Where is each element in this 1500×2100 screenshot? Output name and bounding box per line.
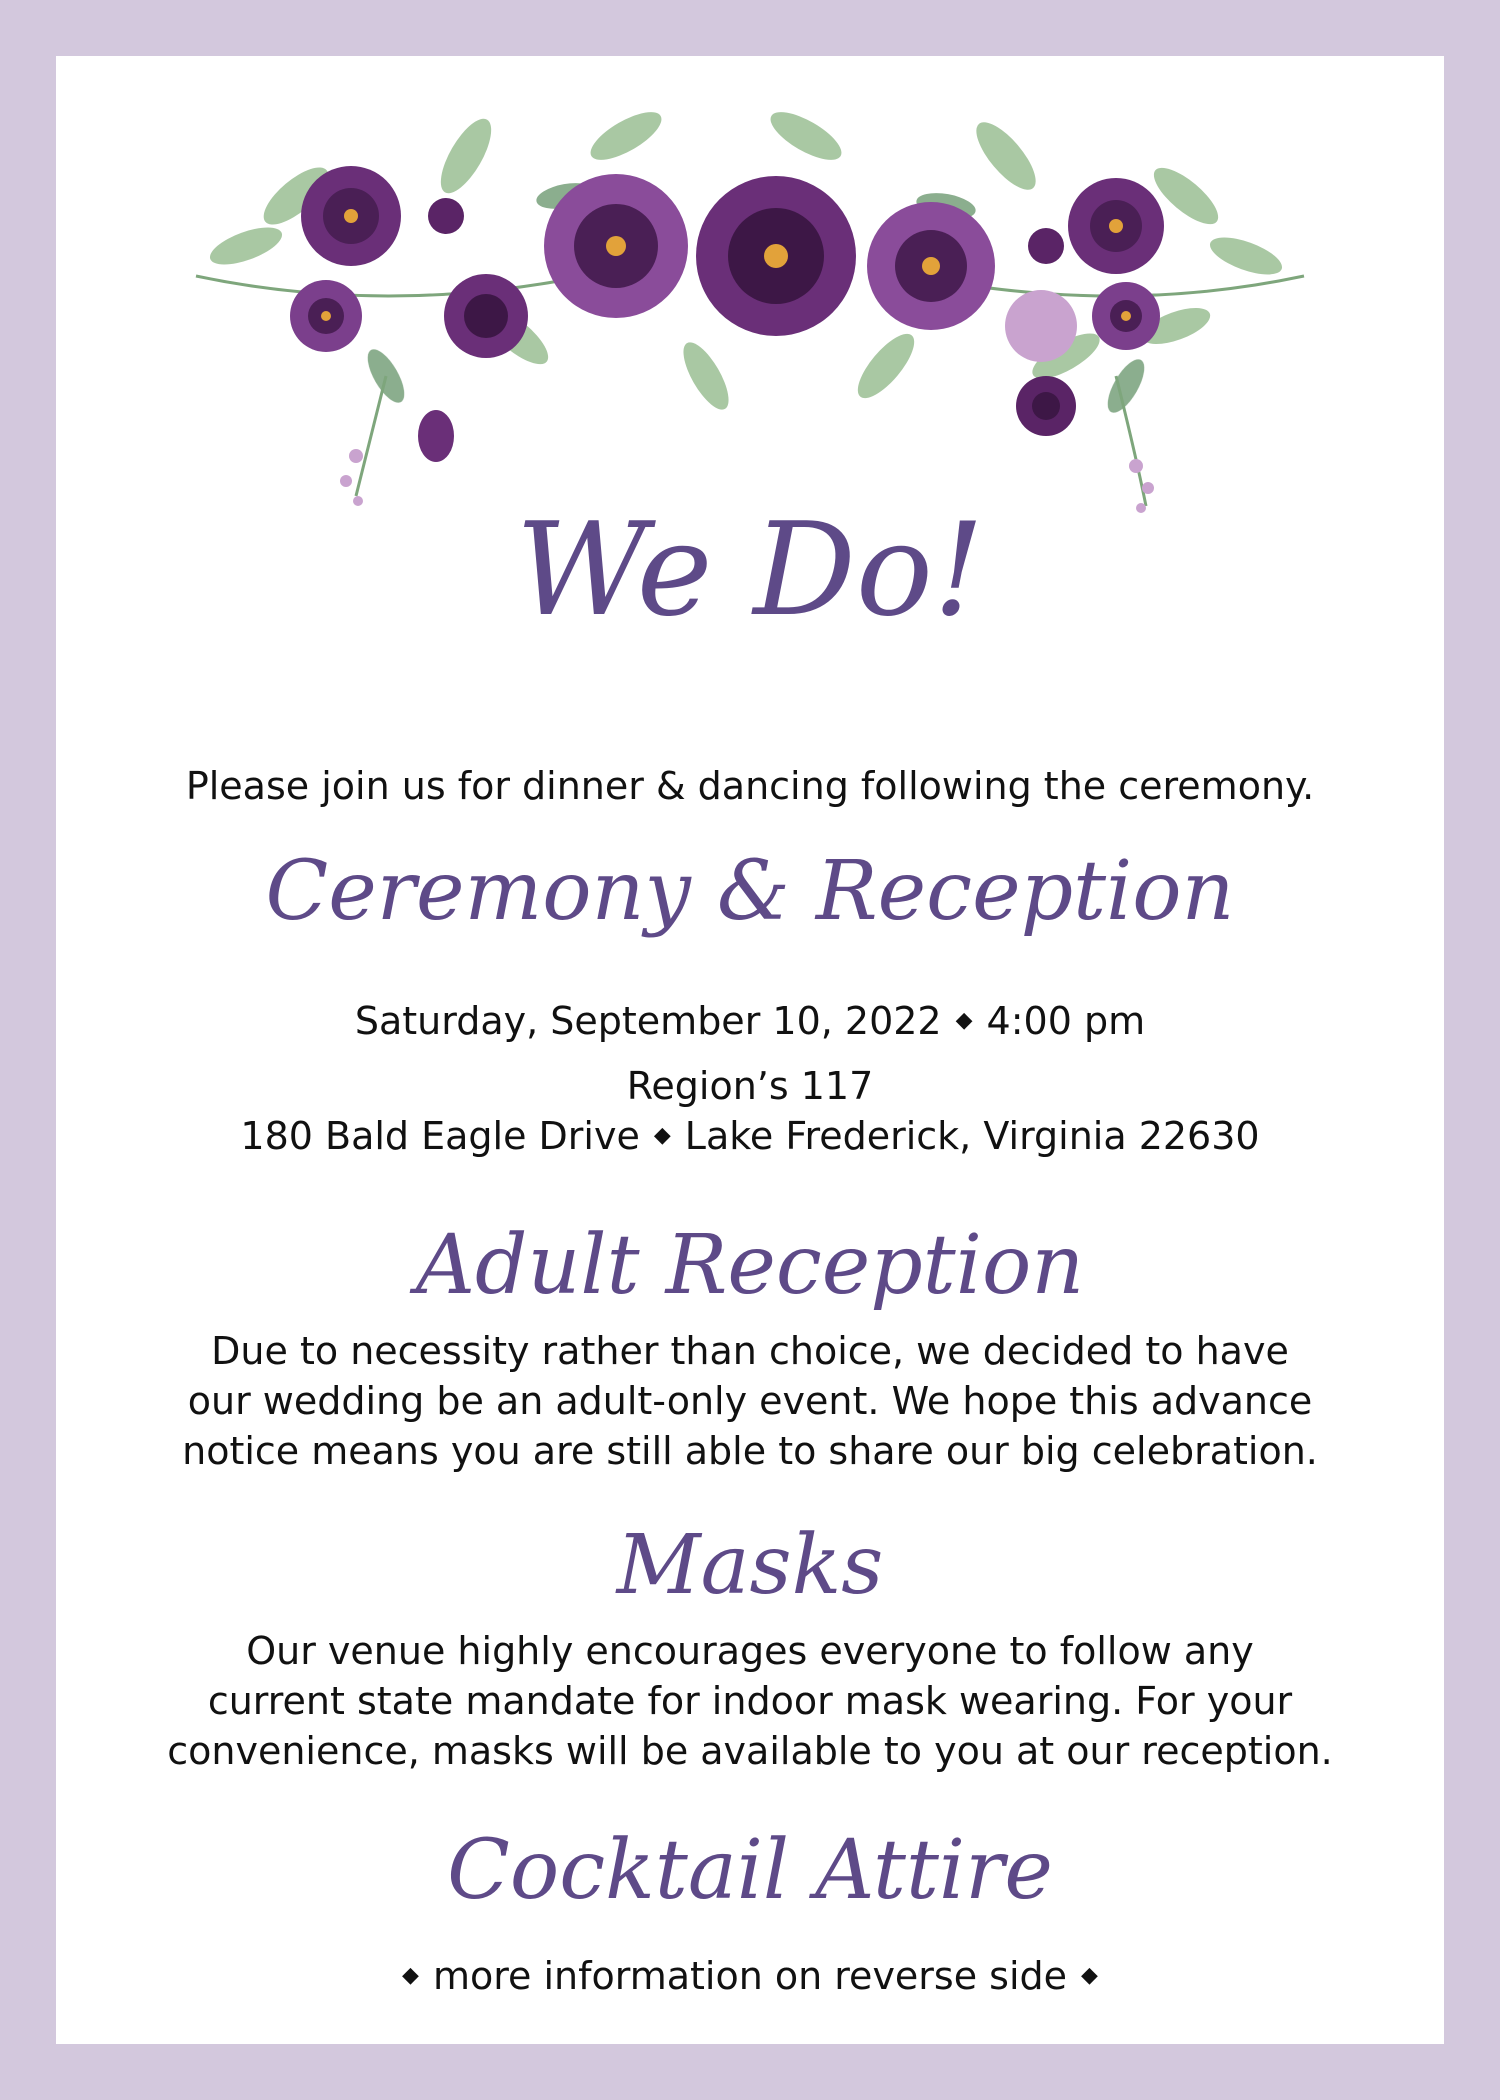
venue-city: Lake Frederick, Virginia 22630 [684,1114,1260,1158]
adult-reception-text [56,1326,1444,1476]
venue-name: Region’s 117 [626,1064,874,1108]
venue-address [56,1111,1444,1164]
ceremony-datetime [56,996,1444,1049]
diamond-separator-icon: ◆ [653,1122,671,1148]
ceremony-time: 4:00 pm [986,999,1146,1043]
adult-line-3: notice means you are still able to share our big celebration. [182,1429,1318,1473]
masks-line-2: current state mandate for indoor mask wearing. For your [207,1679,1293,1723]
attire-heading: Cocktail Attire [447,1823,1053,1918]
diamond-separator-icon: ◆ [1081,1962,1098,1988]
invitation-card [56,56,1444,2044]
adult-line-2: our wedding be an adult-only event. We hope this advance [187,1379,1313,1423]
footer-text: more information on reverse side [432,1954,1068,1998]
diamond-separator-icon: ◆ [955,1007,973,1033]
intro-text: Please join us for dinner & dancing following the ceremony. [185,764,1315,808]
ceremony-date: Saturday, September 10, 2022 [354,999,942,1043]
ceremony-heading: Ceremony & Reception [265,844,1235,939]
diamond-separator-icon: ◆ [402,1962,419,1988]
venue-street: 180 Bald Eagle Drive [240,1114,640,1158]
masks-heading: Masks [616,1518,884,1613]
adult-line-1: Due to necessity rather than choice, we decided to have [211,1329,1289,1373]
masks-line-3: convenience, masks will be available to you at our reception. [167,1729,1333,1773]
adult-reception-heading: Adult Reception [415,1218,1085,1313]
masks-text [56,1626,1444,1776]
page-title: We Do! [515,496,985,645]
masks-line-1: Our venue highly encourages everyone to follow any [246,1629,1254,1673]
footer-note [56,1951,1444,2004]
